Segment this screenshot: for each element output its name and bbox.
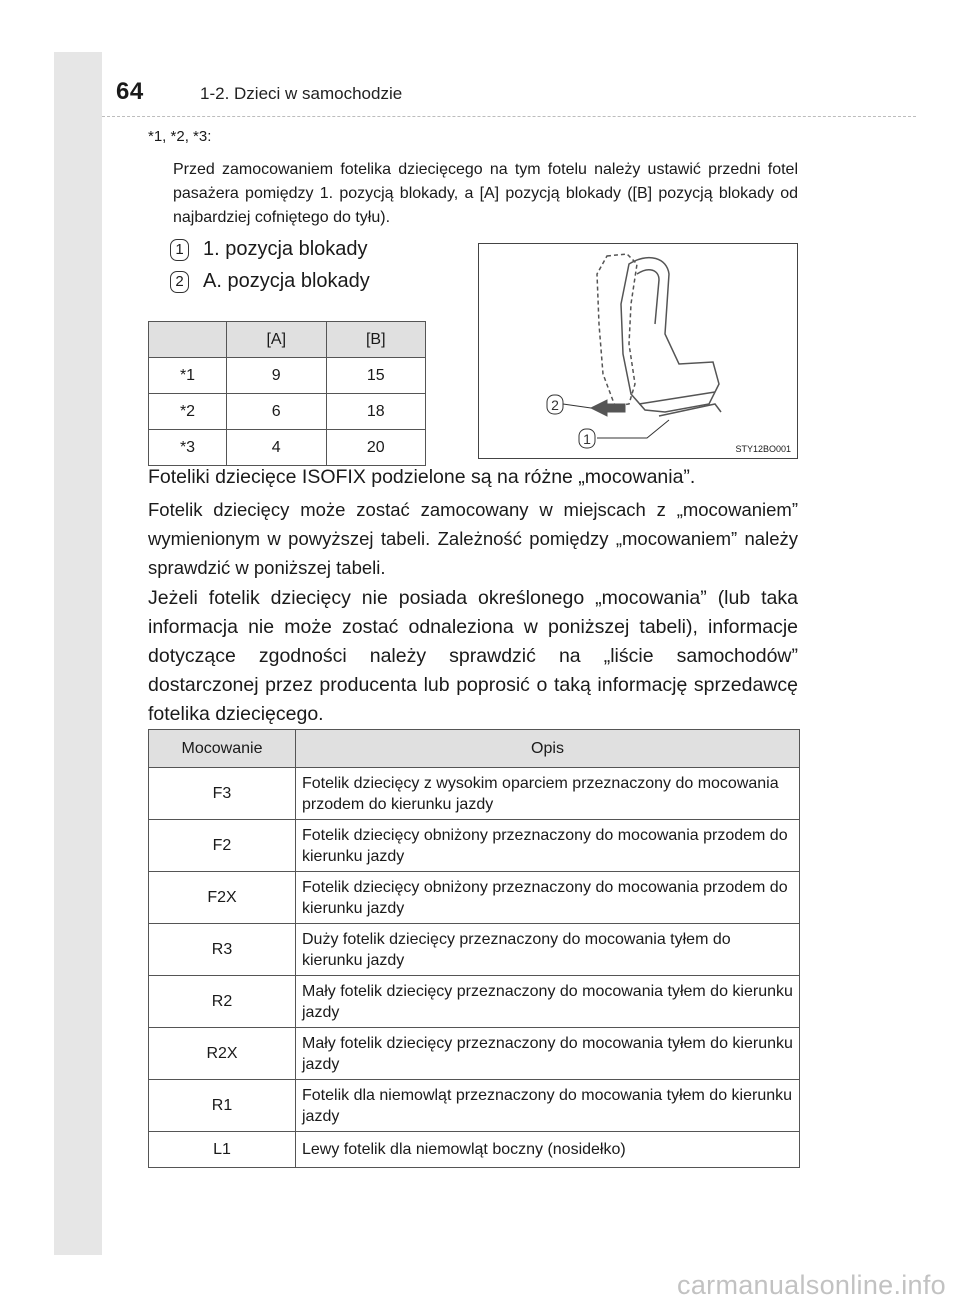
table-cell: *2: [149, 394, 227, 430]
seat-illustration: [478, 243, 798, 459]
section-title: 1-2. Dzieci w samochodzie: [200, 84, 403, 103]
table-row: [149, 768, 800, 820]
table-row: [149, 1028, 800, 1080]
fixture-description: Mały fotelik dziecięcy przeznaczony do mocowania tyłem do kierunku jazdy: [296, 976, 800, 1028]
table-row: [149, 1132, 800, 1168]
position-label: 1. pozycja blokady: [203, 238, 368, 260]
table-row: [149, 820, 800, 872]
seat-position-note: Przed zamocowaniem fotelika dziecięcego na tym fotelu należy ustawić przedni fotel pasażera pomiędzy 1. pozycją blokady, a [A] pozycją blokady ([B] pozycją blokady od najbardziej cofniętego do tyłu).: [173, 161, 798, 226]
table-header: Opis: [296, 730, 800, 768]
figure-code: STY12BO001: [735, 444, 791, 454]
fixture-code: R2X: [149, 1028, 296, 1080]
page-number: 64: [116, 78, 144, 105]
table-cell: 15: [326, 358, 426, 394]
callout-2: 2: [551, 397, 559, 413]
table-header: [A]: [227, 322, 326, 358]
seat-position-table: [148, 321, 426, 466]
table-row: [149, 358, 426, 394]
table-cell: *1: [149, 358, 227, 394]
slide-arrow-icon: [591, 400, 625, 416]
table-header: [149, 322, 227, 358]
fixture-code: F2X: [149, 872, 296, 924]
seat-rail: [659, 404, 721, 416]
table-cell: *3: [149, 430, 227, 466]
callout-badge: 1: [170, 239, 189, 261]
watermark: carmanualsonline.info: [677, 1270, 946, 1300]
page-side-tab: [54, 52, 102, 1255]
seat-cushion-line: [639, 392, 715, 404]
fixture-description: Fotelik dziecięcy z wysokim oparciem przeznaczony do mocowania przodem do kierunku jazdy: [296, 768, 800, 820]
position-item-1: [170, 238, 368, 261]
table-row: [149, 976, 800, 1028]
seat-back-outline: [621, 258, 719, 412]
fixture-description: Fotelik dla niemowląt przeznaczony do mocowania tyłem do kierunku jazdy: [296, 1080, 800, 1132]
fixture-description: Lewy fotelik dla niemowląt boczny (nosidełko): [296, 1132, 800, 1168]
fixture-code: R2: [149, 976, 296, 1028]
paragraph-isofix-intro: Foteliki dziecięce ISOFIX podzielone są na różne „mocowania”.: [148, 466, 696, 488]
seat-back-contour: [637, 270, 659, 324]
header-divider: [102, 116, 916, 117]
fixture-description: Duży fotelik dziecięcy przeznaczony do mocowania tyłem do kierunku jazdy: [296, 924, 800, 976]
table-row: [149, 1080, 800, 1132]
car-seat-icon: [479, 244, 797, 458]
fixture-description: Fotelik dziecięcy obniżony przeznaczony do mocowania przodem do kierunku jazdy: [296, 872, 800, 924]
callout-line-2: [563, 404, 591, 408]
fixture-code: F2: [149, 820, 296, 872]
seat-markers: *1, *2, *3:: [148, 128, 212, 145]
table-cell: 9: [227, 358, 326, 394]
fixture-description: Mały fotelik dziecięcy przeznaczony do mocowania tyłem do kierunku jazdy: [296, 1028, 800, 1080]
fixture-code: F3: [149, 768, 296, 820]
paragraph-mounting: Fotelik dziecięcy może zostać zamocowany w miejscach z „mocowaniem” wymienionym w powyższej tabeli. Zależność pomiędzy „mocowaniem” należy sprawdzić w poniższej tabeli.: [148, 499, 798, 578]
callout-1: 1: [583, 431, 591, 447]
table-row: [149, 872, 800, 924]
table-cell: 20: [326, 430, 426, 466]
table-cell: 6: [227, 394, 326, 430]
table-header: Mocowanie: [149, 730, 296, 768]
seat-back-rear-outline: [597, 254, 637, 406]
callout-line-1: [597, 420, 669, 438]
table-header: [B]: [326, 322, 426, 358]
table-row: [149, 430, 426, 466]
position-item-2: [170, 270, 370, 293]
fixture-code: L1: [149, 1132, 296, 1168]
table-header-row: [149, 730, 800, 768]
table-cell: 4: [227, 430, 326, 466]
fixture-description: Fotelik dziecięcy obniżony przeznaczony do mocowania przodem do kierunku jazdy: [296, 820, 800, 872]
fixture-code: R1: [149, 1080, 296, 1132]
isofix-fixture-table: [148, 729, 800, 1168]
table-header-row: [149, 322, 426, 358]
fixture-code: R3: [149, 924, 296, 976]
table-cell: 18: [326, 394, 426, 430]
position-label: A. pozycja blokady: [203, 270, 370, 292]
paragraph-compatibility: Jeżeli fotelik dziecięcy nie posiada określonego „mocowania” (lub taka informacja nie może zostać odnaleziona w poniższej tabeli), informacje dotyczące zgodności należy sprawdzić na „liście samochodów” dostarczonej przez producenta lub poprosić o taką informację sprzedawcę fotelika dziecięcego.: [148, 587, 798, 725]
table-row: [149, 924, 800, 976]
table-row: [149, 394, 426, 430]
callout-badge: 2: [170, 271, 189, 293]
